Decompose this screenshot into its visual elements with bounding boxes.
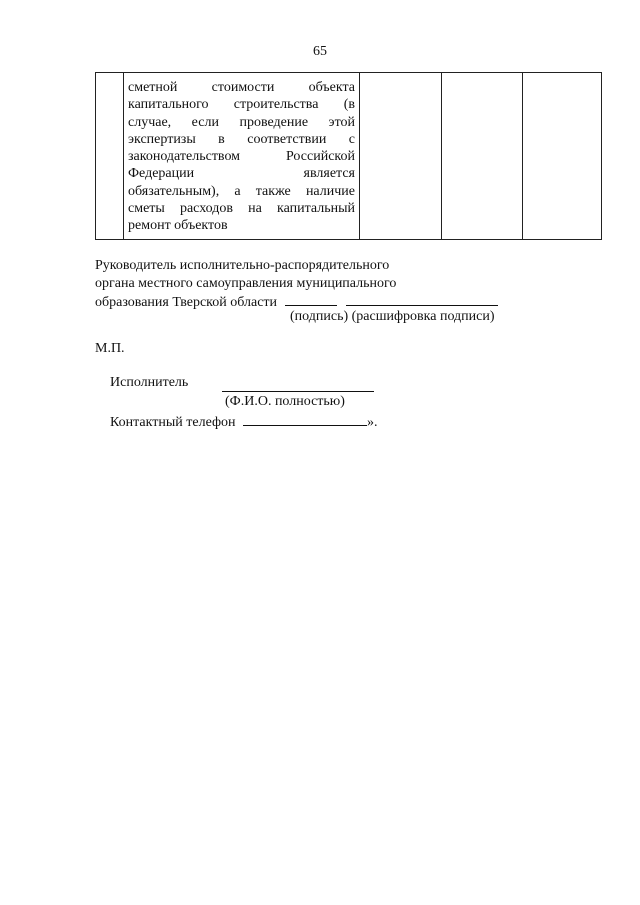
signature-blank[interactable] bbox=[285, 293, 337, 306]
signature-decoding-blank[interactable] bbox=[346, 293, 498, 306]
table-cell-empty bbox=[523, 73, 602, 240]
table-cell-empty bbox=[360, 73, 442, 240]
description-line: экспертизы в соответствии с bbox=[128, 131, 355, 147]
description-line: ремонт объектов bbox=[128, 218, 228, 234]
executor-name-blank[interactable] bbox=[222, 391, 374, 392]
phone-row bbox=[110, 413, 378, 431]
signature-line-2: органа местного самоуправления муниципального bbox=[95, 276, 397, 291]
phone-label: Контактный телефон bbox=[110, 415, 236, 430]
page-number: 65 bbox=[313, 44, 327, 59]
description-line: Федерации является bbox=[128, 166, 355, 182]
signature-caption: (подпись) (расшифровка подписи) bbox=[290, 309, 495, 324]
description-line: сметной стоимости объекта bbox=[128, 80, 355, 95]
description-text bbox=[124, 73, 359, 239]
executor-label: Исполнитель bbox=[110, 375, 189, 390]
signature-block bbox=[95, 257, 498, 312]
phone-blank[interactable] bbox=[243, 413, 367, 426]
signature-line-3-text: образования Тверской области bbox=[95, 295, 278, 310]
table-cell-empty bbox=[442, 73, 523, 240]
requirements-table bbox=[95, 72, 602, 240]
table-cell-number bbox=[96, 73, 124, 240]
table-row bbox=[96, 73, 602, 240]
table-cell-description bbox=[124, 73, 360, 240]
signature-line-1: Руководитель исполнительно-распорядительного bbox=[95, 258, 390, 273]
description-line: обязательным), а также наличие bbox=[128, 183, 355, 199]
description-line: случае, если проведение этой bbox=[128, 114, 355, 130]
description-line: сметы расходов на капитальный bbox=[128, 201, 355, 217]
phone-end: ». bbox=[367, 415, 378, 430]
description-line: капитального строительства (в bbox=[128, 97, 355, 113]
description-line: законодательством Российской bbox=[128, 149, 355, 165]
stamp-label: М.П. bbox=[95, 341, 125, 356]
executor-caption: (Ф.И.О. полностью) bbox=[225, 394, 345, 409]
